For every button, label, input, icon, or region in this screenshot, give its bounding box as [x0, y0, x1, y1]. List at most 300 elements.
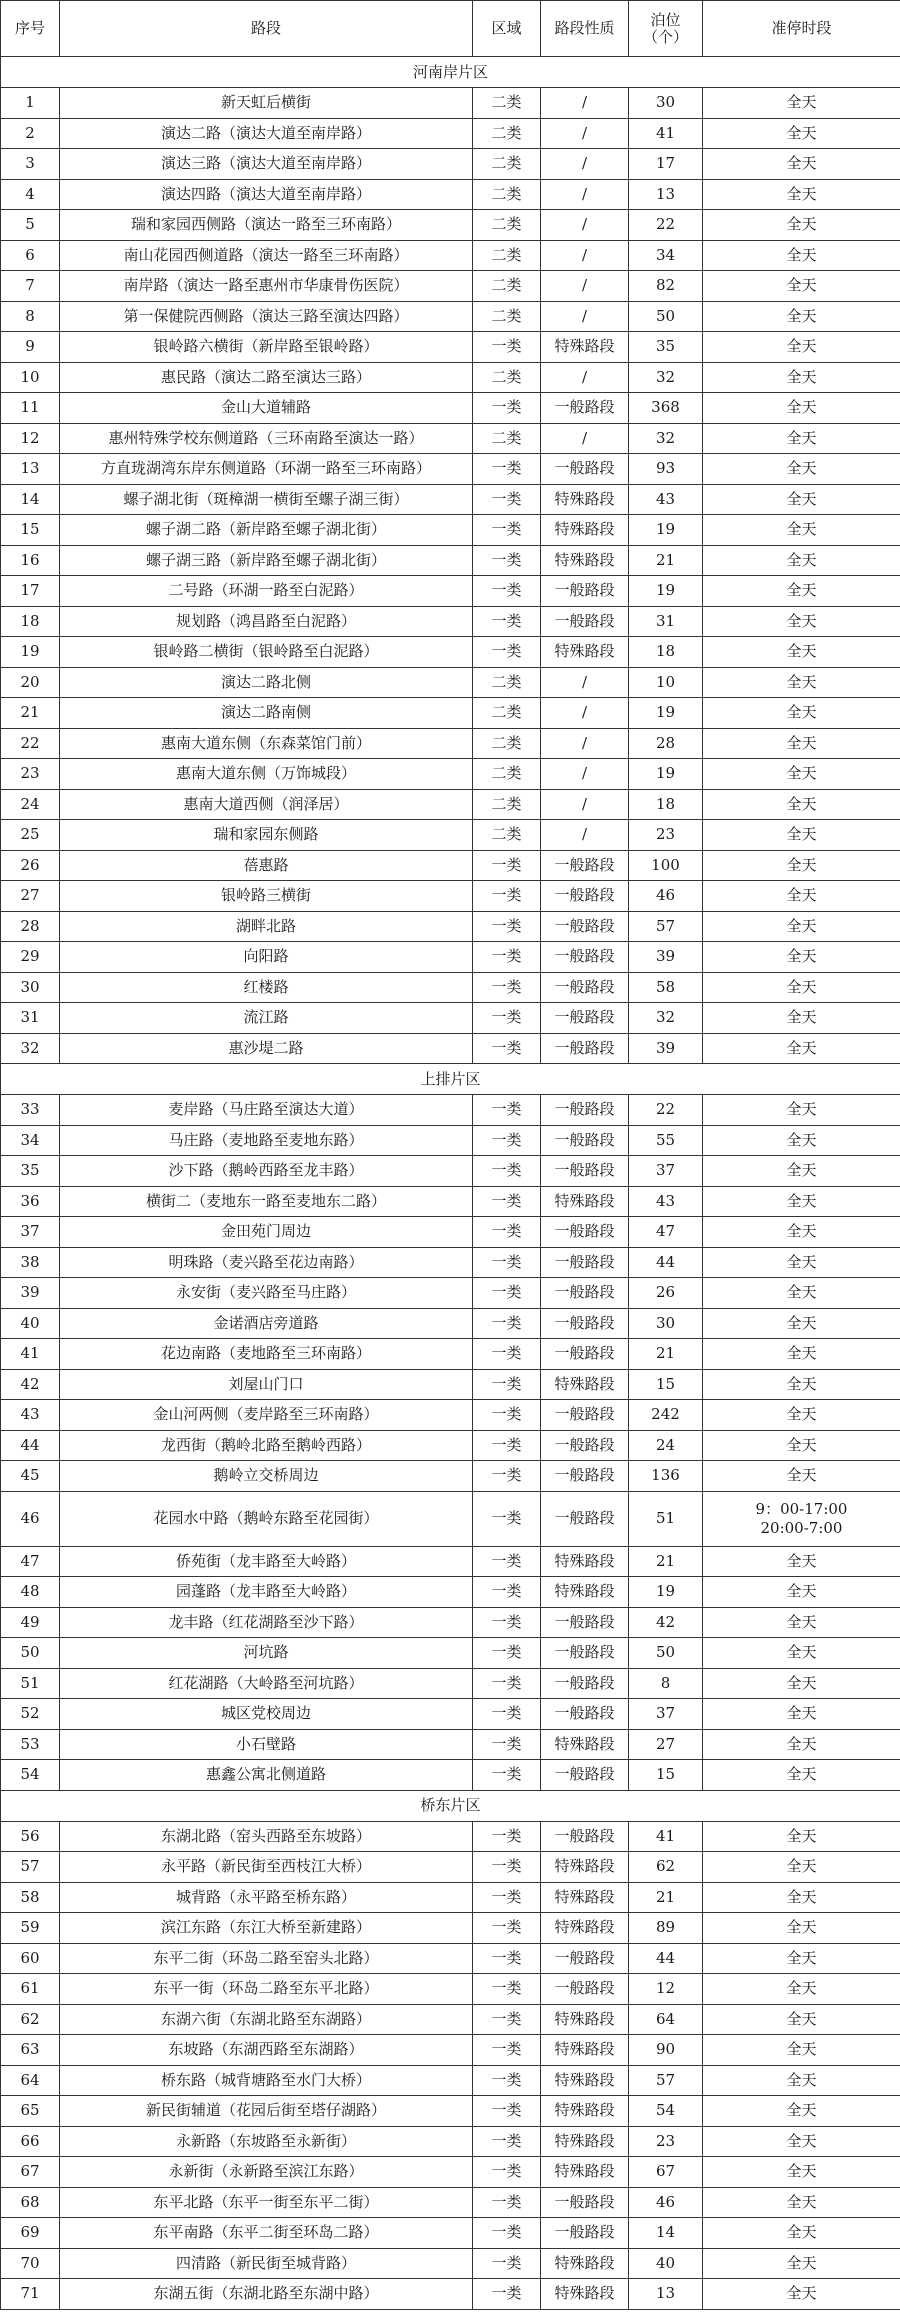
- cell-allowed-hours: 全天: [703, 2248, 900, 2279]
- cell-index: 63: [1, 2035, 60, 2066]
- cell-section-type: 特殊路段: [541, 1546, 629, 1577]
- cell-road-section: 惠鑫公寓北侧道路: [60, 1760, 473, 1791]
- header-zone: 区域: [473, 1, 541, 57]
- table-row: [1, 179, 900, 210]
- cell-index: 61: [1, 1974, 60, 2005]
- cell-road-section: 四清路（新民街至城背路）: [60, 2248, 473, 2279]
- cell-index: 45: [1, 1461, 60, 1492]
- cell-allowed-hours: 全天: [703, 1247, 900, 1278]
- cell-berths: 30: [629, 88, 703, 119]
- cell-zone: 一类: [473, 1668, 541, 1699]
- cell-road-section: 流江路: [60, 1003, 473, 1034]
- cell-zone: 一类: [473, 1156, 541, 1187]
- cell-section-type: /: [541, 728, 629, 759]
- cell-allowed-hours: 全天: [703, 332, 900, 363]
- cell-allowed-hours: 全天: [703, 1821, 900, 1852]
- cell-section-type: /: [541, 423, 629, 454]
- cell-index: 35: [1, 1156, 60, 1187]
- table-row: [1, 2157, 900, 2188]
- cell-index: 48: [1, 1577, 60, 1608]
- cell-road-section: 新民街辅道（花园后街至塔仔湖路）: [60, 2096, 473, 2127]
- table-row: [1, 210, 900, 241]
- cell-road-section: 演达二路南侧: [60, 698, 473, 729]
- cell-index: 58: [1, 1882, 60, 1913]
- table-row: [1, 728, 900, 759]
- table-row: [1, 301, 900, 332]
- table-body: [1, 57, 900, 2310]
- table-row: [1, 1186, 900, 1217]
- cell-allowed-hours: 全天: [703, 1156, 900, 1187]
- cell-section-type: 一般路段: [541, 1430, 629, 1461]
- cell-berths: 55: [629, 1125, 703, 1156]
- cell-road-section: 永安街（麦兴路至马庄路）: [60, 1278, 473, 1309]
- cell-section-type: 特殊路段: [541, 2248, 629, 2279]
- cell-zone: 二类: [473, 118, 541, 149]
- cell-zone: 一类: [473, 2065, 541, 2096]
- header-berths: 泊位 （个）: [629, 1, 703, 57]
- cell-road-section: 演达四路（演达大道至南岸路）: [60, 179, 473, 210]
- cell-road-section: 螺子湖二路（新岸路至螺子湖北街）: [60, 515, 473, 546]
- cell-allowed-hours: 全天: [703, 149, 900, 180]
- table-row: [1, 1913, 900, 1944]
- cell-section-type: 特殊路段: [541, 2004, 629, 2035]
- cell-berths: 8: [629, 1668, 703, 1699]
- cell-section-type: 一般路段: [541, 1943, 629, 1974]
- section-header-row: [1, 57, 900, 88]
- table-row: [1, 2126, 900, 2157]
- cell-berths: 32: [629, 1003, 703, 1034]
- cell-berths: 44: [629, 1247, 703, 1278]
- table-row: [1, 1247, 900, 1278]
- cell-zone: 一类: [473, 576, 541, 607]
- section-header-row: [1, 1790, 900, 1821]
- cell-section-type: 一般路段: [541, 1156, 629, 1187]
- table-row: [1, 637, 900, 668]
- cell-road-section: 龙丰路（红花湖路至沙下路）: [60, 1607, 473, 1638]
- cell-index: 2: [1, 118, 60, 149]
- cell-road-section: 蓓惠路: [60, 850, 473, 881]
- cell-section-type: 特殊路段: [541, 1369, 629, 1400]
- cell-road-section: 金山河两侧（麦岸路至三环南路）: [60, 1400, 473, 1431]
- cell-road-section: 滨江东路（东江大桥至新建路）: [60, 1913, 473, 1944]
- cell-zone: 二类: [473, 149, 541, 180]
- cell-berths: 136: [629, 1461, 703, 1492]
- table-row: [1, 881, 900, 912]
- cell-berths: 12: [629, 1974, 703, 2005]
- cell-section-type: 一般路段: [541, 606, 629, 637]
- cell-berths: 34: [629, 240, 703, 271]
- cell-index: 41: [1, 1339, 60, 1370]
- cell-berths: 19: [629, 515, 703, 546]
- cell-zone: 一类: [473, 1400, 541, 1431]
- cell-allowed-hours: 全天: [703, 545, 900, 576]
- cell-index: 39: [1, 1278, 60, 1309]
- cell-zone: 一类: [473, 1461, 541, 1492]
- table-row: [1, 1943, 900, 1974]
- cell-road-section: 城区党校周边: [60, 1699, 473, 1730]
- table-row: [1, 2248, 900, 2279]
- cell-index: 33: [1, 1095, 60, 1126]
- cell-zone: 二类: [473, 667, 541, 698]
- table-row: [1, 1638, 900, 1669]
- header-road-section: 路段: [60, 1, 473, 57]
- cell-road-section: 红楼路: [60, 972, 473, 1003]
- cell-berths: 35: [629, 332, 703, 363]
- cell-berths: 19: [629, 576, 703, 607]
- cell-berths: 32: [629, 423, 703, 454]
- cell-zone: 一类: [473, 1095, 541, 1126]
- section-title: 桥东片区: [1, 1790, 900, 1821]
- cell-berths: 26: [629, 1278, 703, 1309]
- table-row: [1, 362, 900, 393]
- cell-berths: 14: [629, 2218, 703, 2249]
- cell-road-section: 湖畔北路: [60, 911, 473, 942]
- cell-allowed-hours: 全天: [703, 972, 900, 1003]
- cell-index: 19: [1, 637, 60, 668]
- cell-section-type: /: [541, 118, 629, 149]
- cell-index: 1: [1, 88, 60, 119]
- cell-section-type: /: [541, 179, 629, 210]
- cell-allowed-hours: 全天: [703, 1882, 900, 1913]
- table-row: [1, 1033, 900, 1064]
- table-row: [1, 1882, 900, 1913]
- cell-road-section: 螺子湖三路（新岸路至螺子湖北街）: [60, 545, 473, 576]
- cell-section-type: 特殊路段: [541, 2126, 629, 2157]
- cell-road-section: 花边南路（麦地路至三环南路）: [60, 1339, 473, 1370]
- cell-allowed-hours: 全天: [703, 88, 900, 119]
- cell-allowed-hours: 全天: [703, 1943, 900, 1974]
- cell-berths: 18: [629, 789, 703, 820]
- cell-section-type: 特殊路段: [541, 637, 629, 668]
- table-row: [1, 759, 900, 790]
- cell-zone: 二类: [473, 88, 541, 119]
- cell-road-section: 侨苑街（龙丰路至大岭路）: [60, 1546, 473, 1577]
- cell-allowed-hours: 全天: [703, 1607, 900, 1638]
- cell-section-type: /: [541, 362, 629, 393]
- cell-index: 24: [1, 789, 60, 820]
- cell-zone: 一类: [473, 1821, 541, 1852]
- cell-section-type: /: [541, 149, 629, 180]
- table-row: [1, 1546, 900, 1577]
- cell-index: 13: [1, 454, 60, 485]
- cell-road-section: 瑞和家园东侧路: [60, 820, 473, 851]
- table-row: [1, 1369, 900, 1400]
- cell-index: 62: [1, 2004, 60, 2035]
- cell-section-type: 一般路段: [541, 1003, 629, 1034]
- cell-allowed-hours: 9：00-17:00 20:00-7:00: [703, 1491, 900, 1546]
- cell-berths: 23: [629, 2126, 703, 2157]
- cell-road-section: 东湖五街（东湖北路至东湖中路）: [60, 2279, 473, 2310]
- cell-road-section: 花园水中路（鹅岭东路至花园街）: [60, 1491, 473, 1546]
- cell-road-section: 园蓬路（龙丰路至大岭路）: [60, 1577, 473, 1608]
- cell-zone: 一类: [473, 1913, 541, 1944]
- cell-berths: 31: [629, 606, 703, 637]
- cell-zone: 一类: [473, 2096, 541, 2127]
- cell-road-section: 东平北路（东平一街至东平二街）: [60, 2187, 473, 2218]
- cell-section-type: 特殊路段: [541, 1913, 629, 1944]
- cell-section-type: 特殊路段: [541, 2065, 629, 2096]
- cell-zone: 一类: [473, 881, 541, 912]
- cell-road-section: 南岸路（演达一路至惠州市华康骨伤医院）: [60, 271, 473, 302]
- cell-allowed-hours: 全天: [703, 850, 900, 881]
- cell-road-section: 东湖北路（窑头西路至东坡路）: [60, 1821, 473, 1852]
- cell-road-section: 银岭路二横街（银岭路至白泥路）: [60, 637, 473, 668]
- cell-index: 32: [1, 1033, 60, 1064]
- cell-allowed-hours: 全天: [703, 1186, 900, 1217]
- cell-section-type: 一般路段: [541, 1760, 629, 1791]
- cell-index: 14: [1, 484, 60, 515]
- cell-zone: 一类: [473, 1546, 541, 1577]
- cell-section-type: 特殊路段: [541, 2157, 629, 2188]
- cell-zone: 一类: [473, 2218, 541, 2249]
- cell-allowed-hours: 全天: [703, 210, 900, 241]
- cell-allowed-hours: 全天: [703, 1217, 900, 1248]
- cell-berths: 32: [629, 362, 703, 393]
- cell-zone: 一类: [473, 606, 541, 637]
- cell-section-type: 一般路段: [541, 1339, 629, 1370]
- cell-allowed-hours: 全天: [703, 1760, 900, 1791]
- cell-berths: 13: [629, 2279, 703, 2310]
- cell-berths: 64: [629, 2004, 703, 2035]
- cell-allowed-hours: 全天: [703, 637, 900, 668]
- cell-zone: 一类: [473, 1369, 541, 1400]
- cell-berths: 19: [629, 698, 703, 729]
- cell-index: 9: [1, 332, 60, 363]
- cell-allowed-hours: 全天: [703, 362, 900, 393]
- cell-section-type: 一般路段: [541, 1607, 629, 1638]
- cell-berths: 28: [629, 728, 703, 759]
- cell-allowed-hours: 全天: [703, 393, 900, 424]
- cell-zone: 一类: [473, 332, 541, 363]
- cell-road-section: 第一保健院西侧路（演达三路至演达四路）: [60, 301, 473, 332]
- cell-index: 47: [1, 1546, 60, 1577]
- cell-section-type: 特殊路段: [541, 1577, 629, 1608]
- table-row: [1, 1729, 900, 1760]
- cell-berths: 30: [629, 1308, 703, 1339]
- cell-index: 38: [1, 1247, 60, 1278]
- cell-index: 10: [1, 362, 60, 393]
- table-row: [1, 789, 900, 820]
- cell-zone: 一类: [473, 1607, 541, 1638]
- cell-index: 44: [1, 1430, 60, 1461]
- cell-berths: 39: [629, 942, 703, 973]
- cell-berths: 41: [629, 1821, 703, 1852]
- table-row: [1, 1095, 900, 1126]
- cell-road-section: 横街二（麦地东一路至麦地东二路）: [60, 1186, 473, 1217]
- table-row: [1, 1461, 900, 1492]
- cell-zone: 一类: [473, 1247, 541, 1278]
- cell-zone: 一类: [473, 393, 541, 424]
- cell-berths: 40: [629, 2248, 703, 2279]
- cell-index: 30: [1, 972, 60, 1003]
- cell-allowed-hours: 全天: [703, 1339, 900, 1370]
- cell-index: 21: [1, 698, 60, 729]
- cell-allowed-hours: 全天: [703, 271, 900, 302]
- cell-zone: 一类: [473, 1699, 541, 1730]
- cell-berths: 24: [629, 1430, 703, 1461]
- cell-berths: 89: [629, 1913, 703, 1944]
- table-row: [1, 1577, 900, 1608]
- section-header-row: [1, 1064, 900, 1095]
- cell-allowed-hours: 全天: [703, 484, 900, 515]
- cell-section-type: 特殊路段: [541, 1852, 629, 1883]
- cell-zone: 二类: [473, 423, 541, 454]
- table-row: [1, 972, 900, 1003]
- table-row: [1, 667, 900, 698]
- table-row: [1, 2035, 900, 2066]
- cell-index: 18: [1, 606, 60, 637]
- table-row: [1, 1821, 900, 1852]
- cell-road-section: 城背路（永平路至桥东路）: [60, 1882, 473, 1913]
- cell-road-section: 河坑路: [60, 1638, 473, 1669]
- table-row: [1, 576, 900, 607]
- cell-road-section: 螺子湖北街（斑樟湖一横街至螺子湖三街）: [60, 484, 473, 515]
- cell-zone: 一类: [473, 1125, 541, 1156]
- cell-section-type: /: [541, 301, 629, 332]
- cell-index: 69: [1, 2218, 60, 2249]
- cell-road-section: 惠南大道东侧（万饰城段）: [60, 759, 473, 790]
- cell-zone: 一类: [473, 484, 541, 515]
- cell-section-type: 一般路段: [541, 393, 629, 424]
- cell-road-section: 东平一街（环岛二路至东平北路）: [60, 1974, 473, 2005]
- cell-road-section: 东平南路（东平二街至环岛二路）: [60, 2218, 473, 2249]
- cell-berths: 15: [629, 1760, 703, 1791]
- table-row: [1, 1156, 900, 1187]
- table-row: [1, 1668, 900, 1699]
- table-row: [1, 149, 900, 180]
- cell-section-type: 一般路段: [541, 850, 629, 881]
- cell-index: 40: [1, 1308, 60, 1339]
- cell-road-section: 惠南大道东侧（东森菜馆门前）: [60, 728, 473, 759]
- table-row: [1, 545, 900, 576]
- cell-section-type: /: [541, 789, 629, 820]
- table-row: [1, 515, 900, 546]
- cell-allowed-hours: 全天: [703, 423, 900, 454]
- cell-allowed-hours: 全天: [703, 911, 900, 942]
- cell-berths: 42: [629, 1607, 703, 1638]
- cell-allowed-hours: 全天: [703, 2279, 900, 2310]
- cell-allowed-hours: 全天: [703, 1278, 900, 1309]
- table-row: [1, 911, 900, 942]
- cell-zone: 一类: [473, 454, 541, 485]
- cell-allowed-hours: 全天: [703, 606, 900, 637]
- table-row: [1, 1125, 900, 1156]
- cell-index: 54: [1, 1760, 60, 1791]
- cell-allowed-hours: 全天: [703, 2065, 900, 2096]
- table-row: [1, 1217, 900, 1248]
- cell-allowed-hours: 全天: [703, 1125, 900, 1156]
- cell-section-type: 一般路段: [541, 576, 629, 607]
- cell-road-section: 马庄路（麦地路至麦地东路）: [60, 1125, 473, 1156]
- cell-road-section: 惠民路（演达二路至演达三路）: [60, 362, 473, 393]
- cell-road-section: 瑞和家园西侧路（演达一路至三环南路）: [60, 210, 473, 241]
- cell-zone: 二类: [473, 301, 541, 332]
- table-row: [1, 942, 900, 973]
- cell-allowed-hours: 全天: [703, 1577, 900, 1608]
- cell-index: 68: [1, 2187, 60, 2218]
- cell-section-type: 特殊路段: [541, 484, 629, 515]
- cell-index: 17: [1, 576, 60, 607]
- cell-section-type: 一般路段: [541, 942, 629, 973]
- cell-index: 3: [1, 149, 60, 180]
- cell-zone: 一类: [473, 545, 541, 576]
- cell-index: 25: [1, 820, 60, 851]
- cell-berths: 242: [629, 1400, 703, 1431]
- cell-road-section: 刘屋山门口: [60, 1369, 473, 1400]
- cell-allowed-hours: 全天: [703, 1699, 900, 1730]
- cell-section-type: 特殊路段: [541, 1729, 629, 1760]
- cell-index: 23: [1, 759, 60, 790]
- cell-section-type: 一般路段: [541, 2218, 629, 2249]
- cell-section-type: 一般路段: [541, 454, 629, 485]
- cell-berths: 51: [629, 1491, 703, 1546]
- cell-berths: 18: [629, 637, 703, 668]
- cell-zone: 一类: [473, 1638, 541, 1669]
- cell-allowed-hours: 全天: [703, 1638, 900, 1669]
- cell-allowed-hours: 全天: [703, 881, 900, 912]
- cell-section-type: 一般路段: [541, 2187, 629, 2218]
- cell-road-section: 惠州特殊学校东侧道路（三环南路至演达一路）: [60, 423, 473, 454]
- cell-index: 42: [1, 1369, 60, 1400]
- cell-allowed-hours: 全天: [703, 118, 900, 149]
- cell-berths: 368: [629, 393, 703, 424]
- cell-zone: 一类: [473, 850, 541, 881]
- cell-road-section: 龙西街（鹅岭北路至鹅岭西路）: [60, 1430, 473, 1461]
- cell-berths: 21: [629, 1882, 703, 1913]
- cell-section-type: 特殊路段: [541, 515, 629, 546]
- cell-allowed-hours: 全天: [703, 1461, 900, 1492]
- cell-allowed-hours: 全天: [703, 667, 900, 698]
- cell-berths: 37: [629, 1699, 703, 1730]
- cell-berths: 17: [629, 149, 703, 180]
- table-row: [1, 1974, 900, 2005]
- table-row: [1, 1699, 900, 1730]
- cell-index: 70: [1, 2248, 60, 2279]
- cell-allowed-hours: 全天: [703, 1974, 900, 2005]
- table-row: [1, 2004, 900, 2035]
- cell-section-type: 一般路段: [541, 972, 629, 1003]
- cell-index: 56: [1, 1821, 60, 1852]
- cell-allowed-hours: 全天: [703, 2157, 900, 2188]
- cell-zone: 一类: [473, 2187, 541, 2218]
- cell-section-type: 一般路段: [541, 911, 629, 942]
- cell-zone: 二类: [473, 179, 541, 210]
- cell-zone: 二类: [473, 820, 541, 851]
- cell-road-section: 永新路（东坡路至永新街）: [60, 2126, 473, 2157]
- cell-zone: 二类: [473, 240, 541, 271]
- cell-road-section: 金田苑门周边: [60, 1217, 473, 1248]
- cell-berths: 54: [629, 2096, 703, 2127]
- cell-section-type: 一般路段: [541, 1638, 629, 1669]
- cell-zone: 一类: [473, 1760, 541, 1791]
- cell-berths: 41: [629, 118, 703, 149]
- cell-section-type: 一般路段: [541, 1668, 629, 1699]
- cell-section-type: 一般路段: [541, 1491, 629, 1546]
- cell-section-type: 特殊路段: [541, 2096, 629, 2127]
- cell-zone: 二类: [473, 759, 541, 790]
- cell-berths: 19: [629, 759, 703, 790]
- cell-road-section: 永新街（永新路至滨江东路）: [60, 2157, 473, 2188]
- cell-road-section: 永平路（新民街至西枝江大桥）: [60, 1852, 473, 1883]
- cell-section-type: 一般路段: [541, 1461, 629, 1492]
- cell-berths: 27: [629, 1729, 703, 1760]
- cell-index: 66: [1, 2126, 60, 2157]
- cell-allowed-hours: 全天: [703, 1668, 900, 1699]
- table-row: [1, 393, 900, 424]
- cell-allowed-hours: 全天: [703, 2035, 900, 2066]
- cell-allowed-hours: 全天: [703, 1546, 900, 1577]
- cell-allowed-hours: 全天: [703, 1913, 900, 1944]
